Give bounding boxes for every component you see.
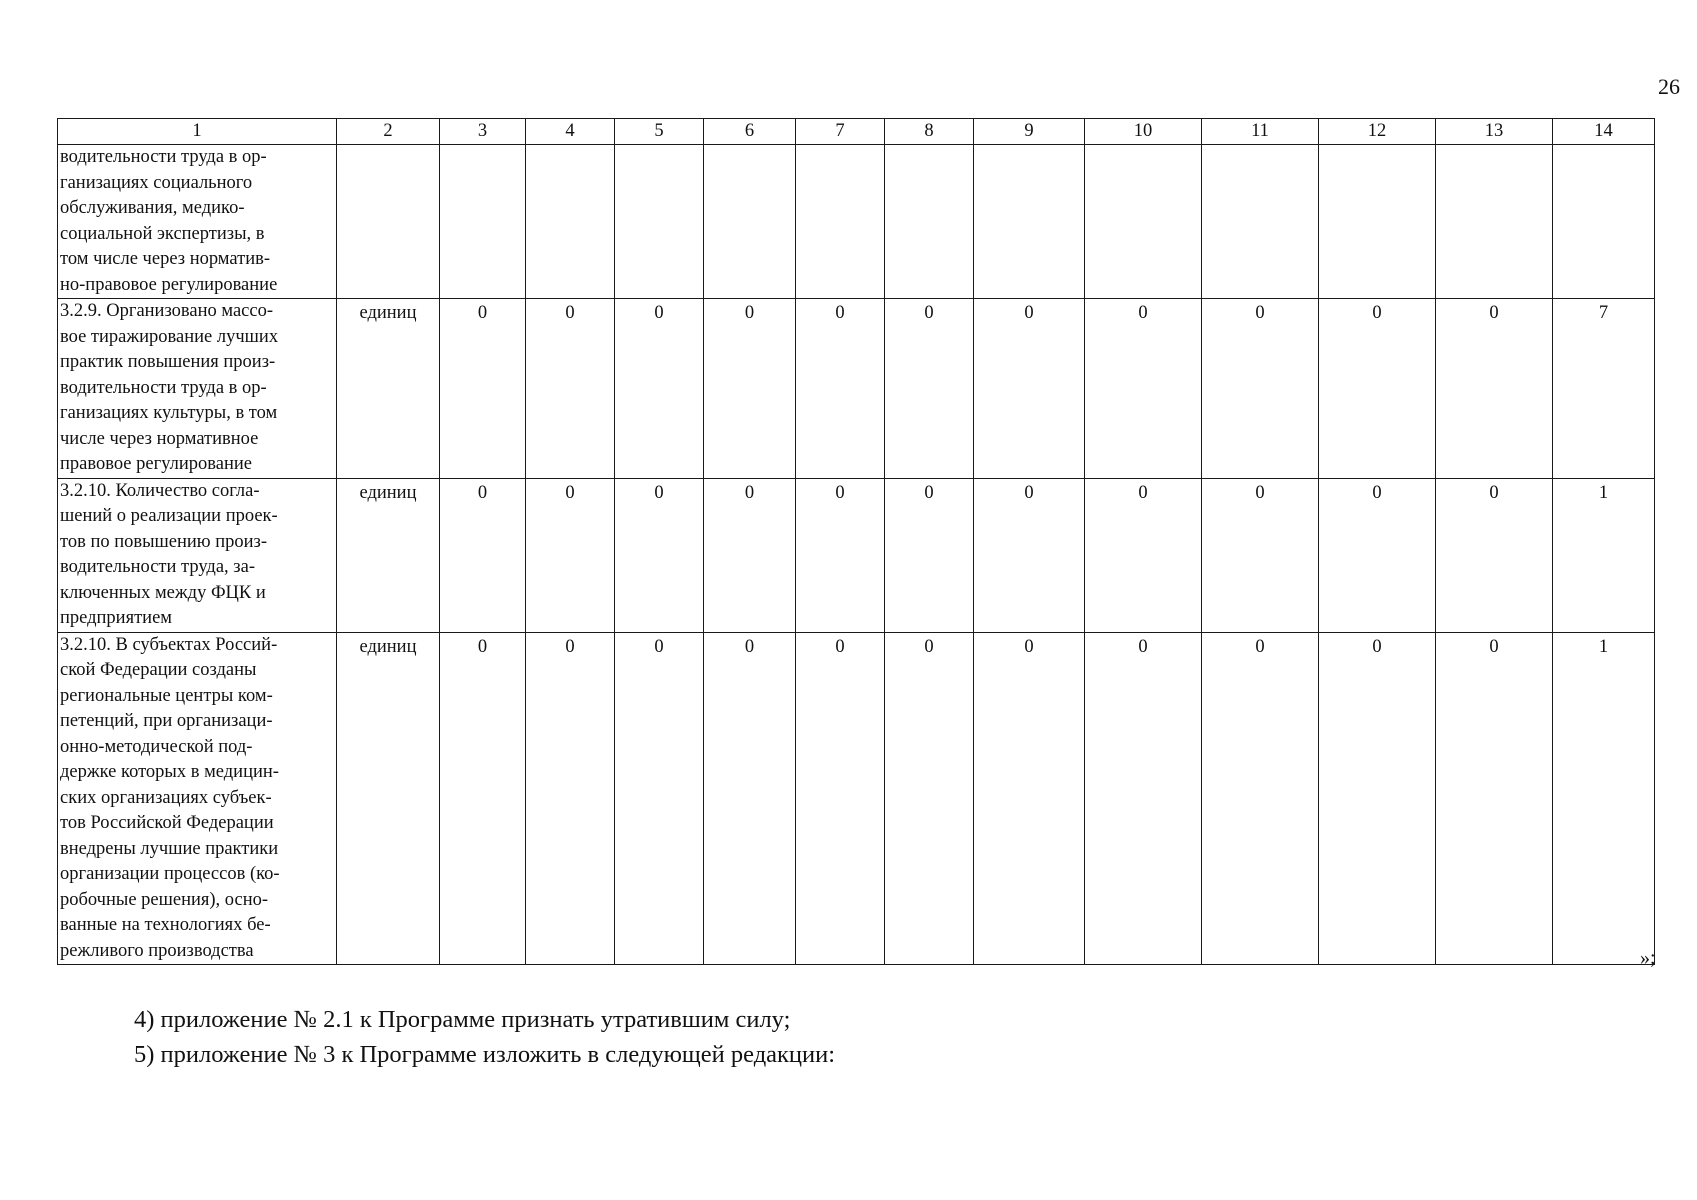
row-value-col-9: 0 xyxy=(974,478,1085,632)
row-value-col-4: 0 xyxy=(526,632,615,965)
row-value-col-9: 0 xyxy=(974,632,1085,965)
row-value-col-12: 0 xyxy=(1319,478,1436,632)
row-value-col-3: 0 xyxy=(440,478,526,632)
table-header-row xyxy=(58,119,1655,145)
paragraph-item-5: 5) приложение № 3 к Программе изложить в следующей редакции: xyxy=(134,1041,836,1068)
row-value-col-3 xyxy=(440,145,526,299)
row-description: 3.2.10. В субъектах Россий- ской Федерации созданы региональные центры ком- петенций, при организаци- онно-методической под- держке которых в медицин- ских организациях субъек- тов Российской Федерации внедрены лучшие практики организации процессов (ко- робочные решения), осно- ванные на технологиях бе- режливого производства xyxy=(58,632,337,965)
column-header: 10 xyxy=(1085,119,1202,145)
row-value-col-9: 0 xyxy=(974,299,1085,479)
row-value-col-6 xyxy=(704,145,796,299)
column-header: 4 xyxy=(526,119,615,145)
row-value-col-13: 0 xyxy=(1436,632,1553,965)
row-value-col-11: 0 xyxy=(1202,299,1319,479)
table-row xyxy=(58,145,1655,299)
row-value-col-3: 0 xyxy=(440,299,526,479)
row-unit: единиц xyxy=(337,299,440,479)
row-value-col-7: 0 xyxy=(796,478,885,632)
column-header: 11 xyxy=(1202,119,1319,145)
row-value-col-12: 0 xyxy=(1319,299,1436,479)
row-value-col-5: 0 xyxy=(615,299,704,479)
row-value-col-8: 0 xyxy=(885,632,974,965)
column-header: 9 xyxy=(974,119,1085,145)
row-value-col-6: 0 xyxy=(704,478,796,632)
row-value-col-14 xyxy=(1553,145,1655,299)
row-value-col-7: 0 xyxy=(796,632,885,965)
row-value-col-10: 0 xyxy=(1085,299,1202,479)
row-value-col-14: 1 xyxy=(1553,478,1655,632)
paragraph-item-4: 4) приложение № 2.1 к Программе признать утратившим силу; xyxy=(134,1006,791,1033)
column-header: 6 xyxy=(704,119,796,145)
row-value-col-6: 0 xyxy=(704,632,796,965)
row-unit: единиц xyxy=(337,478,440,632)
row-value-col-14: 1 xyxy=(1553,632,1655,965)
row-value-col-8: 0 xyxy=(885,299,974,479)
row-value-col-3: 0 xyxy=(440,632,526,965)
row-value-col-13 xyxy=(1436,145,1553,299)
row-value-col-9 xyxy=(974,145,1085,299)
row-value-col-11: 0 xyxy=(1202,478,1319,632)
row-value-col-10 xyxy=(1085,145,1202,299)
row-value-col-7 xyxy=(796,145,885,299)
row-value-col-6: 0 xyxy=(704,299,796,479)
row-description: водительности труда в ор- ганизациях социального обслуживания, медико- социальной экспертизы, в том числе через норматив- но-правовое регулирование xyxy=(58,145,337,299)
column-header: 13 xyxy=(1436,119,1553,145)
column-header: 14 xyxy=(1553,119,1655,145)
row-value-col-14: 7 xyxy=(1553,299,1655,479)
row-value-col-13: 0 xyxy=(1436,299,1553,479)
column-header: 5 xyxy=(615,119,704,145)
table-row xyxy=(58,299,1655,479)
row-value-col-12: 0 xyxy=(1319,632,1436,965)
row-value-col-8 xyxy=(885,145,974,299)
column-header: 3 xyxy=(440,119,526,145)
row-value-col-10: 0 xyxy=(1085,478,1202,632)
row-value-col-8: 0 xyxy=(885,478,974,632)
row-value-col-10: 0 xyxy=(1085,632,1202,965)
row-value-col-4: 0 xyxy=(526,299,615,479)
row-value-col-7: 0 xyxy=(796,299,885,479)
row-value-col-4 xyxy=(526,145,615,299)
row-description: 3.2.10. Количество согла- шений о реализации проек- тов по повышению произ- водительности труда, за- ключенных между ФЦК и предприятием xyxy=(58,478,337,632)
column-header: 12 xyxy=(1319,119,1436,145)
row-description: 3.2.9. Организовано массо- вое тиражирование лучших практик повышения произ- водительности труда в ор- ганизациях культуры, в том числе через нормативное правовое регулирование xyxy=(58,299,337,479)
row-value-col-5: 0 xyxy=(615,632,704,965)
page-number: 26 xyxy=(1658,74,1680,99)
column-header: 8 xyxy=(885,119,974,145)
column-header: 2 xyxy=(337,119,440,145)
table-row xyxy=(58,632,1655,965)
column-header: 1 xyxy=(58,119,337,145)
row-value-col-11 xyxy=(1202,145,1319,299)
row-value-col-4: 0 xyxy=(526,478,615,632)
closing-quote: »; xyxy=(1640,947,1656,969)
row-unit xyxy=(337,145,440,299)
row-value-col-5: 0 xyxy=(615,478,704,632)
row-value-col-13: 0 xyxy=(1436,478,1553,632)
row-value-col-12 xyxy=(1319,145,1436,299)
row-unit: единиц xyxy=(337,632,440,965)
column-header: 7 xyxy=(796,119,885,145)
table-row xyxy=(58,478,1655,632)
indicators-table xyxy=(57,118,1655,965)
row-value-col-11: 0 xyxy=(1202,632,1319,965)
row-value-col-5 xyxy=(615,145,704,299)
